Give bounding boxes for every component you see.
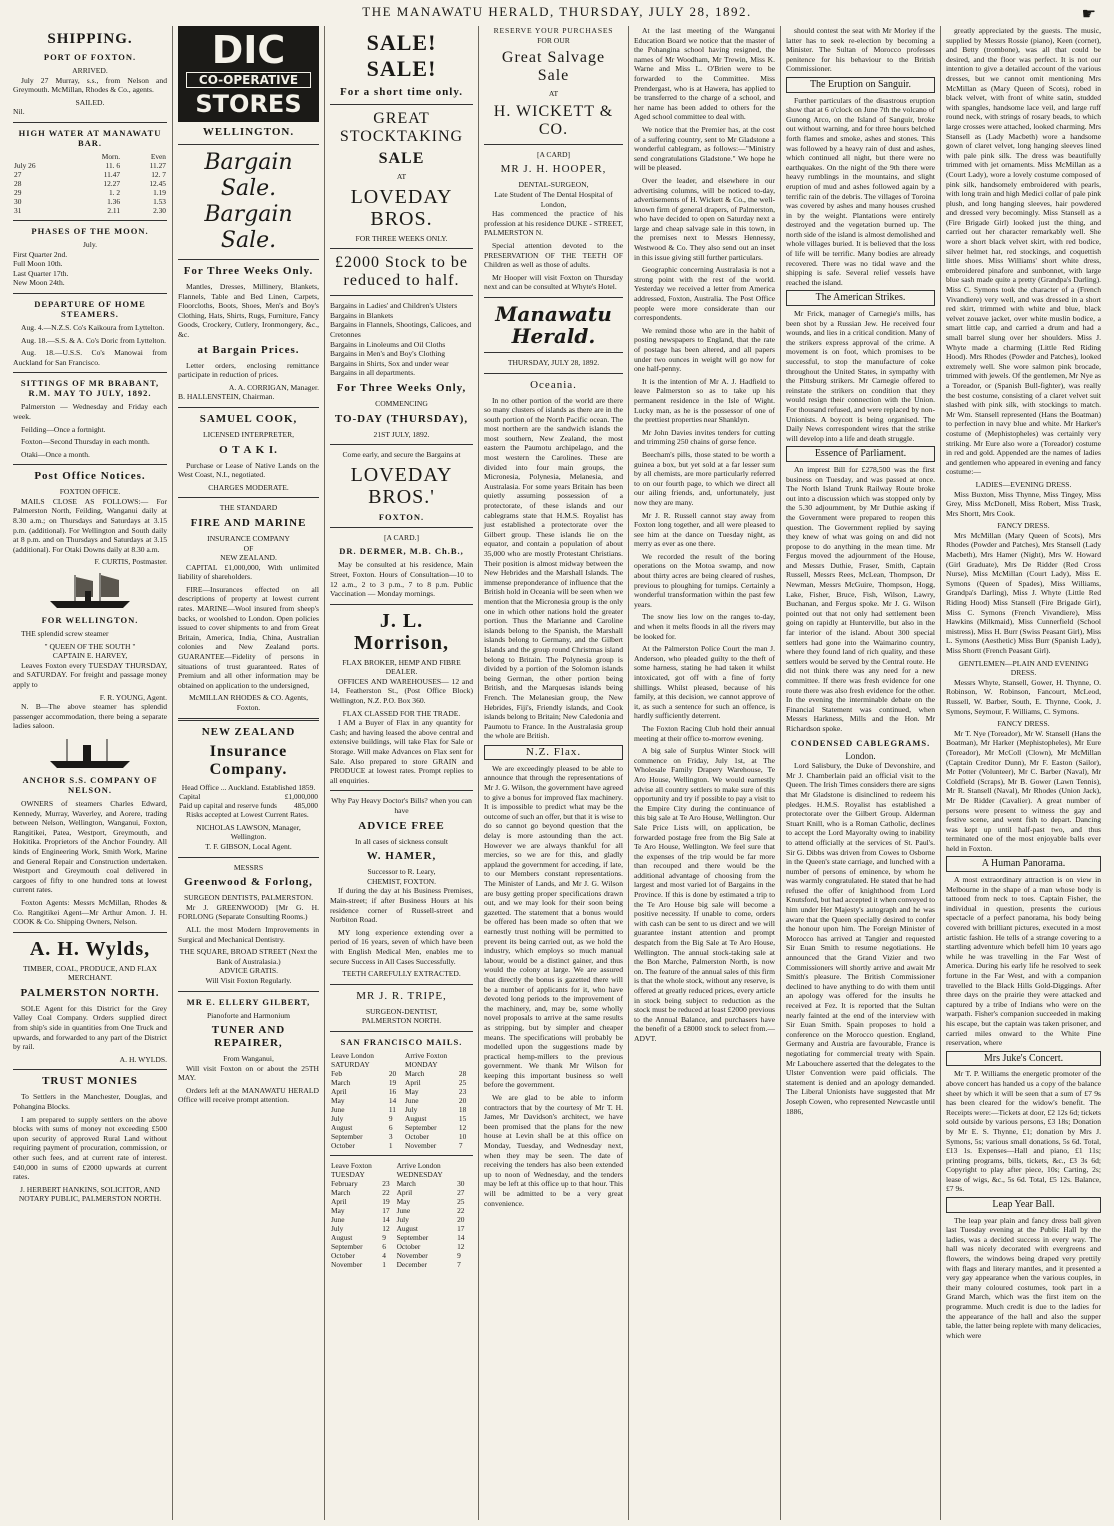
sittings-heading: SITTINGS OF MR BRABANT, R.M. MAY TO JULY, 1892. <box>20 378 160 399</box>
paragraph: We notice that the Premier has, at the cost of a suffering country, sent to Mr Gladstone a wonderful cablegram, as follows:—"Ministry send congratulations Gladstone." We hope he will be pleased. <box>634 124 775 173</box>
paragraph: The snow lies low on the ranges to-day, and when it melts floods in all the rivers may be looked for. <box>634 612 775 641</box>
panorama-heading: A Human Panorama. <box>946 856 1101 872</box>
sailed-label: SAILED. <box>75 97 105 107</box>
sittings-item: Palmerston — Wednesday and Friday each week. <box>13 402 167 421</box>
morrison: J. L. Morrison, <box>353 609 450 654</box>
at: AT <box>396 172 407 181</box>
visit: Will Visit Foxton Regularly. <box>205 975 292 985</box>
hooper-visit: Mr Hooper will visit Foxton on Thursday next and can be consulted at Whyte's Hotel. <box>484 272 623 292</box>
table-row: July 12 August 17 <box>331 1223 465 1233</box>
post-office-text: MAILS CLOSE AS FOLLOWS:— For Palmerston North, Feilding, Wanganui daily at 8.30 a.m.; on Thursdays and Saturdays at 3.15 p.m. (additional). For Wellington and South daily at 8 p.m. and on Thursdays and Saturdays at 3.15 (additional). For Otaki Downs daily at 8.30 a.m. <box>13 496 167 554</box>
list-item: Bargains in Linoleums and Oil Cloths <box>330 339 446 349</box>
table-row: 27 11.47 12. 7 <box>14 169 166 179</box>
surgeon-dentist: SURGEON-DENTIST, <box>365 1006 438 1016</box>
fire-marine: FIRE AND MARINE <box>190 516 307 529</box>
great-stocktaking: GREAT STOCKTAKING <box>339 110 464 145</box>
new-zealand: NEW ZEALAND. <box>220 553 277 563</box>
concert-heading: Mrs Juke's Concert. <box>946 1051 1101 1067</box>
flax-broker: FLAX BROKER, HEMP AND FIBRE DEALER. <box>342 657 461 677</box>
my-experience: MY long experience extending over a period of 16 years, seven of which have been with English Medical Men, enables me to secure Success in All Cases Successfully. <box>330 927 473 966</box>
leap-year-body: The leap year plain and fancy dress ball given last Tuesday evening at the Public Hall by the ladies, was a decided success in every way. The hall was nicely decorated with evergreens and flowers, the windows being draped very prettily with flags and literary mantles, and it presented a very gay appearance when the various couples, in their many coloured costumes, took part in a Grand March, which was the first item on the programme. Much credit is due to the ladies for the appearance of the hall and also the supper table, the latter being replete with many delicacies, which were <box>946 1215 1101 1340</box>
trust-body: I am prepared to supply settlers on the above blocks with sums of money not exceeding £500 upon security of approved Rural Land without requiring payment of procuration, commission, or other such fees, and at current rate of interest. £40,000 in sums of £2000 upwards at current rates. <box>13 1114 167 1182</box>
insurance-co: INSURANCE COMPANY <box>207 533 290 543</box>
pn-body: SOLE Agent for this District for the Grey Valley Coal Company. Orders supplied direct from ship's side in quantities from One Truck and upwards, and forwarded to any part of the District by rail. <box>13 1003 167 1052</box>
post-office-signature: F. CURTIS, Postmaster. <box>94 557 167 567</box>
fancy-2-heading: FANCY DRESS. <box>997 719 1050 729</box>
card: [A CARD.] <box>383 532 420 542</box>
departure-item: Aug. 18.—S.S. & A. Co's Doric from Lyttelton. <box>21 335 167 345</box>
for-our: FOR OUR <box>537 35 570 45</box>
high-water-table <box>13 152 167 215</box>
london-heading: London. <box>845 750 876 761</box>
concert-body: Mr T. P. Williams the energetic promoter of the above concert has handed us a copy of the balance sheet by which it will be seen that a sum of £7 9s has been cleared for the widow's benefit. The Receipts were:—Tickets at door, £2 12s 6d; tickets sold outside by various persons, £3 18s; Donation by Mr E. S. Thynne, £1; donation by Mrs J. Symons, 5s; various small donations, 5s 6d. Total, £13 1s. Expenses—Hall and piano, £1 11s; printing programs, bills, tickets, &c., £3 3s 6d; Copyright to play after piece, 10s; Carting, 2s; lease of wigs, &c., 5s 6d. Total, £5 12s. Balance, £7 9s. <box>946 1069 1101 1194</box>
table-row: 30 1.36 1.53 <box>14 196 166 206</box>
table-row: February 23 March 30 <box>331 1178 465 1188</box>
hamer-body: If during the day at his Business Premises, Main-street; if after Business Hours at his residence corner of Russell-street and Norbiton Road. <box>330 886 473 925</box>
hamer: W. HAMER, <box>366 850 437 863</box>
three-weeks-only: For Three Weeks Only, <box>336 381 467 394</box>
departure-heading: DEPARTURE OF HOME STEAMERS. <box>34 298 146 319</box>
sanguir-body: Further particulars of the disastrous eruption show that at 6 o'clock on June 7th the volcano of Gunong Arco, on the Island of Sanguir, broke out without warning, and for three hours belched forth flames and smoke, ashes and stones. This was followed by a heavy rain of dust and ashes, which continued all night, but there were no earthquakes. On the night of the 9th there were heavy rumblings in the mountains, and slight eruption of mud and ashes followed again by a terrific rain of the debris. The villages of Toroina was covered by ashes and many houses crushed in by the weight. Plantations were entirely destroyed and the vegetation burned up. The north side of the island is almost demolished and whole villages buried. It is believed that the loss of life will be terrific. Many bodies are already recovered. There was no tidal wave and the shipping is safe. Several relief vessels have reached the island. <box>786 95 935 287</box>
bargain-prices: at Bargain Prices. <box>197 343 300 356</box>
dermer: DR. DERMER, M.B. Ch.B., <box>339 546 464 557</box>
mcmillan-agents: McMILLAN RHODES & CO. Agents, Foxton. <box>189 693 308 712</box>
cablegrams-body: Lord Salisbury, the Duke of Devonshire, and Mr J. Chamberlain paid an official visit to the Queen. The Irish Times considers there are signs that Mr Gladstone is disinclined to redeem his pledges. H.M.S. Royalist has established a protectorate over the Gilbert Group. Alderman Stuart Knill, who is a Roman Catholic, declines to accept the Lord Mayoralty owing to inability to attend officially at the services of St. Paul's. Sir G. Dibbs was driven from Cowes to Osborne in the Queen's state carriage, and lunched with a number of persons of eminence, by whom he was warmly congratulated. He stated that he had refused the offer of knighthood from Lord Knutsford, but had accepted it when conveyed to him under Her Majesty's autograph and he was aware that the Queen specially desired to confer the honour upon him. The Foreign Minister of Morocco has arrived at Tangier and requested Sir Euan Smith to resume negotiations. He announced that the Grand Vizier and two Commissioners will shortly arrive and await Mr Smith's pleasure. The British Commissioner declined to have anything to do with them until an apology was offered for the insults he received at Fez. It is reported that the Sultan nearly fainted at the end of the interview with Sir Euan Smith. Spain proposes to hold a conference on the Morocco question. England, Germany and Austria are favourable, France is negotiating for commercial treaty with Spain. Mr Labouchere asserted that the delegates to the Ulster Convention were paid officials. The statement is denied and an apology demanded. The Liberal Unionists have suggested that Mr Joseph Cowen, who represented Newcastle until 1886, <box>786 761 935 1116</box>
bargain-sale-2: Bargain Sale. <box>204 202 293 253</box>
qs-nb: N. B—The above steamer has splendid passenger accommodation, there being a separate ladies saloon. <box>13 702 167 731</box>
herald-date: THURSDAY, JULY 28, 1892. <box>507 357 600 367</box>
oceania-heading: Oceania. <box>530 378 577 391</box>
hw-col-even: Even <box>150 151 166 161</box>
strikes-body: Mr Frick, manager of Carnegie's mills, has been shot by a Russian Jew. He received four wounds, and lies in a critical condition. Many of the strikers express approval of the crime. A movement is on foot, which promises to be successful, to stop the manufacture of coke throughout the United States, in sympathy with the Pittsburg strikers. Mr Carnegie offered to reinstate the strikers on condition that they would resign their connection with the Union. For thousand refused, and were replaced by non-Unionists. A boycott is being organised. The Daily News correspondent wires that the strike will develop into a life and death struggle. <box>786 309 935 443</box>
levin-plans: We are glad to be able to inform contractors that by the courtesy of Mr T. H. James, Mr Davidson's architect, we have been promised that the plans for the new house at Levin shall be at this office on Monday, Tuesday, and Wednesday next, when they may be seen. The date of receiving the tenders has also been extended up to noon of Wednesday, and the tenders may be left at this office up to that hour. This will be admitted to be a very great convenience. <box>484 1093 623 1208</box>
masthead: THE MANAWATU HERALD, THURSDAY, JULY 28, 1892. <box>362 4 752 19</box>
table-row: 28 12.27 12.45 <box>14 178 166 188</box>
gf-sub: SURGEON DENTISTS, PALMERSTON. <box>183 893 314 903</box>
moon-line: Last Quarter 17th. <box>13 268 69 278</box>
moon-line: July. <box>82 239 98 249</box>
letter-orders: Letter orders, enclosing remittance participate in reduction of prices. <box>178 360 319 380</box>
parliament-body: An imprest Bill for £278,500 was the first business on Tuesday, and was passed at once. The North Island Trunk Railway Route broke out into a discussion which was stopped only by the 5.30 adjournment, by Mr Duthie asking if the Government were prepared to reopen this question. The Government replied by saying they knew of what was going on and did not propose to do anything in the mean time. Mr Fergus moved the adjournment of the House, and Messrs Duthie, Fraser, Smith, Captain Russell, Messrs Rees, McLean, Thompson, Dr Newman, Messrs McGuire, Thompson, Hogg, Lake, Fisher, Bruce, Fish, Wilson, Lawry, Buchanan, and Fergus spoke. Mr J. G. Wilson pointed out that not only had settlement been going on rapidly at Hunterville, but also in the far interior of the island. About 300 special settlers had gone into the Waimarino country, where they found land of rich quality, and these settlers would be served by the Central route. He did not think there was any need for a new committee. If there was fresh evidence for one route there was also fresh evidence for the other. In the evening the interminable debate on the Financial Statement was continued, when Messrs Harkness, Mills and the Hon. Mr Richardson spoke. <box>786 464 935 733</box>
column-3 <box>324 26 478 1520</box>
otaki: O T A K I. <box>219 443 278 456</box>
sittings-item: Feilding—Once a fortnight. <box>21 424 106 434</box>
commenced: Has commenced the practice of his profession at his residence DUKE - STREET, PALMERSTON N. <box>484 209 623 238</box>
table-row: September 6 October 12 <box>331 1241 465 1251</box>
consult: In all cases of sickness consult <box>354 836 448 846</box>
of: OF <box>243 543 254 553</box>
list-item: Bargains in Shirts, Sox and under wear <box>330 358 449 368</box>
fire-body: FIRE—Insurances effected on all descriptions of property at lowest current rates. MARINE—Wool insured from sheep's backs, or woolshed to London. Open policies issued to cover shipments to and from Great Britain, America, India, China, Australian colonies and New Zealand ports. GUARANTEE—Fidelity of persons in situations of trust guaranteed. Rates of Premium and all other information may be obtained on application to the undersigned, <box>178 584 319 690</box>
arrived-text: July 27 Murray, s.s., from Nelson and Greymouth. McMillan, Rhodes & Co., agents. <box>13 75 167 95</box>
goods: Mantles, Dresses, Millinery, Blankets, Flannels, Table and Bed Linen, Carpets, Floorcloths, Boots, Shoes, Men's and Boy's Clothing, Hats, Shirts, Rugs, Furniture, Fancy Goods, Crockery, Cutlery, Ironmongery, &c., &c. <box>178 282 319 339</box>
piano: Pianoforte and Harmonium <box>206 1010 291 1020</box>
great-salvage-sale: Great Salvage Sale <box>501 49 606 85</box>
advice-free: ADVICE FREE <box>358 819 445 832</box>
qs-text: THE splendid screw steamer <box>21 629 109 639</box>
sf-mails-table-2: Leave Foxton TUESDAY Arrive London WEDNESDAY February 23 March 30 March 22 April 27 April 19 May 25 May 17 June 22 June 14 July 20 July 12 August 17 August 9 September 14 September 6 October 12 October 4 November 9 November 1 December 7 <box>330 1161 473 1269</box>
anchor-agents: Foxton Agents: Messrs McMillan, Rhodes & Co. Rangitikei Agent—Mr Arthur Amon. J. H. COOK & Co. Shipping Owners, Nelson. <box>13 897 167 927</box>
table-row: June 14 July 20 <box>331 1214 465 1224</box>
table-row: October 1 November 7 <box>331 1140 463 1150</box>
gibson: T. F. GIBSON, Local Agent. <box>205 841 292 851</box>
panorama-body: A most extraordinary attraction is on view in Melbourne in the shape of a man whose body is tattooed from neck to toes. Captain Fisher, the individual in question, presents the curious spectacle of a perfect panorama, his body being covered with brilliant pictures, executed in a most artistic fashion. He tells of a strange covering to a startling adventure which befell him 10 years ago while he was travelling in the Far West of America. During his early life he resolved to seek fortune in the Far West, and with a companion travelled to the Black Hills Gold-Diggings. After three days on the prairie they were attacked and captured by a tribe of Indians who were on the warpath. Fisher's companion succeeded in making his escape, but the captain was taken prisoner, and carried miles onward to the White Pine reservation, where <box>946 875 1101 1048</box>
column-2 <box>172 26 324 1520</box>
sale-heading: SALE! SALE! <box>366 30 437 81</box>
loveday-bros-2: LOVEDAY BROS.' <box>350 463 453 508</box>
qs-body: Leaves Foxton every TUESDAY THURSDAY, and SATURDAY. For freight and passage money apply to <box>13 660 167 689</box>
strikes-heading: The American Strikes. <box>786 290 935 306</box>
list-item: Bargains in Blankets <box>330 310 394 320</box>
table-row: April 16 May 23 <box>331 1086 467 1096</box>
table-row: July 26 11. 6 11.27 <box>14 160 166 170</box>
hw-col-morn: Morn. <box>101 151 121 161</box>
flax-body: I AM a Buyer of Flax in any quantity for Cash; and having leased the above central and extensive buildings, will take Flax for Sale or Storage. Will make Advances on Flax sent for Sale. Also prepared to store GRAIN and PRODUCE at lowest rates. Prompt replies to all enquiries. <box>330 718 473 785</box>
at-label: AT <box>548 89 559 99</box>
hallenstein: B. HALLENSTEIN, Chairman. <box>178 392 275 402</box>
tuner: TUNER AND REPAIRER, <box>211 1024 286 1050</box>
leap-year-heading: Leap Year Ball. <box>946 1197 1101 1213</box>
nz-flax-heading: N.Z. Flax. <box>484 745 623 760</box>
charges: CHARGES MODERATE. <box>208 482 289 492</box>
steamer-icon <box>45 735 135 771</box>
paragraph: At the Palmerston Police Court the man J. Anderson, who pleaded guilty to the theft of some harness, stating he had taken it whilst intoxicated, got off with a fine of forty shillings. Whilst pleased, because of his family, at this decision, we cannot approve of it, as such a sentence for such an offence, is hardly sufficiently deterrent. <box>634 644 775 721</box>
come-early: Come early, and secure the Bargains at <box>342 450 461 460</box>
gf-body: ALL the most Modern Improvements in Surgical and Mechanical Dentistry. <box>178 924 319 944</box>
post-office-sub: FOXTON OFFICE. <box>59 487 121 497</box>
successor: Successor to R. Leary, <box>367 867 436 877</box>
wylds-heading: A. H. Wylds, <box>29 937 151 960</box>
paragraph: should contest the seat with Mr Morley if the latter has to seek re-election by becoming a Minister. The Sultan of Morocco professes penitence for his behaviour to the British Commissioner. <box>786 26 935 74</box>
sanguir-heading: The Eruption on Sanguir. <box>786 77 935 93</box>
today: TO-DAY (THURSDAY), <box>334 412 469 425</box>
parliament-heading: Essence of Parliament. <box>786 446 935 462</box>
gentlemen-heading: GENTLEMEN—PLAIN AND EVENING DRESS. <box>958 658 1089 678</box>
table-row: August 6 September 12 <box>331 1122 467 1132</box>
corrigan: A. A. CORRIGAN, Manager. <box>228 382 319 392</box>
gilbert: MR E. ELLERY GILBERT, <box>186 996 311 1007</box>
table-row: June 11 July 18 <box>331 1104 467 1114</box>
card-label: [A CARD] <box>536 149 571 159</box>
lawson: NICHOLAS LAWSON, Manager, Wellington. <box>196 822 301 842</box>
table-row: 31 2.11 2.30 <box>14 205 166 215</box>
foxton: FOXTON. <box>378 511 425 522</box>
sf-mails-table-1: Leave London SATURDAY Arrive Foxton MONDAY Feb 20 March 28 March 19 April 25 April 16 May 23 May 14 June 20 June 11 July 18 July 9 August 15 August 6 September 12 September 3 October 10 October 1 November 7 <box>330 1051 473 1150</box>
table-row: July 9 August 15 <box>331 1113 467 1123</box>
gf-names: Mr J. GREENWOOD) [Mr G. H. FORLONG (Separate Consulting Rooms.) <box>178 902 319 922</box>
table-row: March 19 April 25 <box>331 1077 467 1087</box>
nz-insurance-1: NEW ZEALAND <box>201 725 296 738</box>
table-row: November 1 December 7 <box>331 1259 461 1269</box>
sailing-ship-icon <box>45 571 135 611</box>
head-office: Head Office ... Auckland. Established 1859. <box>181 782 316 792</box>
sale-2: SALE <box>378 150 425 167</box>
high-water-heading: HIGH WATER AT MANAWATU BAR. <box>18 127 162 148</box>
departure-item: Aug. 4.—N.Z.S. Co's Kaikoura from Lyttelton. <box>21 322 165 332</box>
table-row: Feb 20 March 28 <box>331 1068 467 1078</box>
fancy-list: Mrs McMillan (Mary Queen of Scots), Mrs Rhodes (Powder and Patches), Mrs Stansell (Lady Macbeth), Mrs Hamer (Night), Mrs W. Howard (Girl Graduate), Mrs De Ridder (Red Cross Nurse), Miss McMillan (Court Lady), Miss E. Symons (Queen of Spades), Miss Williams, Grandpa's Darling), Miss J. Whyte (Little Red Riding Hood) Miss Stansell (Fire Brigade Girl), Miss C. Symons (French Vivandiere), Miss Hawkins (Milkmaid), Miss Cunnerfield (School mistress), Miss H. Burr (Swiss Peasant Girl), Miss L. Symons (Aesthetic) Miss Burr (Spanish Lady), Miss Shortt (French Peasant Girl). <box>946 530 1101 655</box>
paragraph: Mr J. R. Russell cannot stay away from Foxton long together, and all were pleased to see him at the dance on Tuesday night, as merry as ever as one there. <box>634 510 775 549</box>
risks: Risks accepted at Lowest Current Rates. <box>186 810 309 820</box>
fancy-2-list: Mr T. Nye (Toreador), Mr W. Stansell (Hans the Boatman), Mr Harker (Mephistopheles), Mr Eure (Toreador), Mr McColl (Clown), Mr McMillan (Captain Creditor Dunn), Mr F. Easton (Sailor), Mr Potter (Volunteer), Mr C. Barber (Naval), Mr Coldfield (Scraps), Mr B. Gower (Lawn Tennis), Mr R. Stansell (Naval), Mr Rhodes (Union Jack), Mr De Ridder (Cavalier). A great number of persons were present to witness the gay and festive scene, and went fish to depart. Dancing was kept up until half-past two, and thus terminated one of the most enjoyable balls ever held in Foxton. <box>946 728 1101 853</box>
qs-captain: CAPTAIN E. HARVEY, <box>52 651 128 661</box>
advice-gratis: ADVICE GRATIS. <box>218 966 279 976</box>
departure-item: Aug. 18.—U.S.S. Co's Manowai from Auckland for San Francisco. <box>13 348 167 367</box>
anchor-heading: ANCHOR S.S. COMPANY OF NELSON. <box>22 774 158 795</box>
square: THE SQUARE, BROAD STREET (Next the Bank of Australasia.) <box>179 947 318 966</box>
column-6 <box>780 26 940 1520</box>
paragraph: Geographic concerning Australasia is not a strong point with the rest of the world. Yesterday we received a letter from America addressed, Foxton, Australia. The Post Office people were more considerate than our correspondents. <box>634 265 775 323</box>
qs-agent: F. R. YOUNG, Agent. <box>99 692 167 702</box>
paragraph: We remind those who are in the habit of posting newspapers to England, that the rate of postage has been altered, and all papers under two ounces in weight will go now for one half-penny. <box>634 325 775 374</box>
for-wellington-heading: FOR WELLINGTON. <box>41 615 139 626</box>
ladies-list: Miss Buxton, Miss Thynne, Miss Tingey, Miss Grey, Miss McDonell, Miss Robert, Miss Trask, Mrs Shortt, Mrs Cook. <box>946 489 1101 518</box>
cablegrams-heading: CONDENSED CABLEGRAMS. <box>790 737 931 748</box>
columns <box>8 26 1106 1520</box>
why-pay: Why Pay Heavy Doctor's Bills? when you can have <box>331 796 472 815</box>
table-row: March 22 April 27 <box>331 1187 465 1197</box>
table-row: May 17 June 22 <box>331 1205 465 1215</box>
cook-heading: SAMUEL COOK, <box>199 412 298 425</box>
dental-surgeon: DENTAL-SURGEON, <box>518 180 589 190</box>
shipping-heading: SHIPPING. <box>47 31 133 47</box>
hankins: J. HERBERT HANKINS, SOLICITOR, AND NOTARY PUBLIC, PALMERSTON NORTH. <box>18 1184 162 1204</box>
herald-nameplate: Manawatu Herald. <box>495 301 612 348</box>
bargains-list <box>330 301 473 378</box>
moon-line: Full Moon 10th. <box>13 259 63 269</box>
trust-heading: TRUST MONIES <box>42 1075 138 1088</box>
bargain-sale-1: Bargain Sale. <box>204 150 293 201</box>
will-visit: Will visit Foxton on or about the 25TH MAY. <box>178 1063 319 1083</box>
port-heading: PORT OF FOXTON. <box>43 52 137 62</box>
gentlemen-list: Messrs Whyte, Stansell, Gower, H. Thynne, O. Robinson, W. Robinson, Fancourt, McLeod, Russell, W. Barber, South, E. Thynne, Cook, J. Symons, Seymour, F. Williams, C. Symons. <box>946 677 1101 716</box>
paragraph: Over the leader, and elsewhere in our advertising columns, will be noticed to-day, advertisements of H. Wickett & Co., the well-known firm of general drapers, of Palmerston, who have decided to open on Saturday next a large and cheap salvage sale in this town, in the premises next to Messrs Hennessy, Westwood & Co. They also send out an inset in this issue giving still further particulars. <box>634 175 775 262</box>
moon-line: First Quarter 2nd. <box>13 249 68 259</box>
column-1 <box>8 26 172 1520</box>
paragraph: Beecham's pills, those stated to be worth a guinea a box, but yet sold at a far lesser sum by all chemists, are more particularly referred to on our fourth page, to which we direct all our ailing friends, and, unfortunately, just now they are many. <box>634 449 775 507</box>
sittings-item: Foxton—Second Thursday in each month. <box>21 437 150 447</box>
short-time: For a short time only. <box>340 86 463 98</box>
column-4 <box>478 26 628 1520</box>
arrived-label: ARRIVED. <box>72 66 108 75</box>
reserve-purchases: RESERVE YOUR PURCHASES <box>493 26 614 35</box>
standard: THE STANDARD <box>219 503 278 513</box>
qs-name: " QUEEN OF THE SOUTH " <box>44 641 136 651</box>
dermer-body: May be consulted at his residence, Main Street, Foxton. Hours of Consultation—10 to 12 a.m., 2 to 3 p.m., 7 to 8 p.m. Public Vaccination — Monday mornings. <box>330 560 473 599</box>
sittings-item: Otaki—Once a month. <box>21 449 90 459</box>
moon-heading: PHASES OF THE MOON. <box>31 225 149 236</box>
paragraph: A big sale of Surplus Winter Stock will commence on Friday, July 1st, at The Wholesale Family Drapery Warehouse, Te Aro House, Wellington. We would earnestly advise all country settlers to make sure of this opportunity and try if possible to pay a visit to the Empire City during the continuance of this big sale at Te Aro House, Wellington. Our Sale Price Lists will, on application, be forwarded postage free from the Big Sale at Te Aro House, Wellington. We feel sure that the expenses of the trip would be far more than recouped and there would be the additional advantage of choosing from the largest and most varied lot of Bargains in the Province. If this is done by estimated a trip to the Te Aro House big sale will become a positive necessity. If unable to come, orders with cash can be sent to us direct and we will guarantee instant attention and prompt despatch from the Big Sale at Te Aro House, Wellington. The annual stock-taking sale at the Bon Marche, Palmerston North, is now on. The feature of the annual sales of this firm is that the whole stock, without any reserve, is offered at greatly reduced prices, every article in stock being subject to reduction as the stock must be reduced at least £2000 previous to the Annual Balance, and purchasers have the benefit of a £8000 stock to select from.—ADVT. <box>634 746 775 1043</box>
loveday-bros: LOVEDAY BROS. <box>350 185 453 230</box>
messrs: MESSRS <box>233 862 264 872</box>
three-weeks: For Three Weeks Only. <box>183 265 314 277</box>
table-row: April 19 May 25 <box>331 1196 465 1206</box>
ladies-heading: LADIES—EVENING DRESS. <box>975 479 1072 489</box>
wylds-sub: TIMBER, COAL, PRODUCE, AND FLAX MERCHANT. <box>23 963 157 983</box>
post-office-heading: Post Office Notices. <box>34 470 146 483</box>
oceania-body: In no other portion of the world are there so many clusters of islands as there are in the south portion of the North Pacific ocean. The most northern are the sandwich islands the most southern, New Zealand, the most eastern the Paumotu archipelago, and the most western the Carolines. These are divided into four main groups, the Micronesia, Polynesia, Melanesia, and Australasia. For some years Britain has been quietly assuming possession of a protectorate, of these islands and our cablegrams state that H.M.S. Royalist has just established a protectorate over the Gilbert group. These islands lie on the equator, and contain a population of about 35,000 who are mostly Protestant Christians. Their position is almost midway between the New Hebrides and the Marshall Islands. The immense preponderance of influence that the British hold in Oceania will be seen when we mention that the Micronesia group is the only one in which other nations hold the greater portion. Thus the Marianne and Caroline islands belong to the Spanish, the Marshall islands belong to Germany, and the Gilbert Islands and the group round Christmas island belong to Britain. The Polynesia group is divided by a portion of the Solomon islands being German, the other portion being British, and the Marquesas islands being French. The Melanesian group, the New Hebrides, Fiji's, Friendly islands, and Cook islands belong to Britain; New Caledonia and Paumotu to France. In the Australasia group the whole are British. <box>484 395 623 741</box>
table-row: 29 1. 2 1.19 <box>14 187 166 197</box>
pointing-hand-icon: ☛ <box>1081 6 1096 23</box>
for-three-weeks: FOR THREE WEEKS ONLY. <box>355 233 448 243</box>
late-student: Late Student of The Dental Hospital of London, <box>494 189 613 209</box>
list-item: Bargains in Men's and Boy's Clothing <box>330 349 446 359</box>
column-5 <box>628 26 780 1520</box>
ball-continued: greatly appreciated by the guests. The music, supplied by Messrs Rossie (piano), Keen (cornet), and Betty (trombone), was all that could be desired, and the floor was perfect. It is not our intention to give a detailed account of the various dresses, but we cannot omit mentioning Mrs McMillan as (Mary Queen of Scots), robed in black velvet, with front of white satin, studded with spangles, handsome lace veil, and large ruff round neck, with strings of rosary beads, to which large crosses were attached, looked charming. Mrs Stansell as (Lady Macbeth) wore a handsome gown of claret velvet, long hanging sleeves lined with pale pink silk. The dress was beautifully trimmed with jet ornaments. Miss McMillan as a (Court Lady), wore a lovely costume composed of pink silk, handsomely embroidered with pearls, with long train and high Medici collar of pale pink plush, and long hanging sleeves, hair powdered and dressed very becomingly. Miss Stansell as a (Fire Brigade Girl) looked just the thing, and carried out her character remarkably well. She wore a short black velvet skirt, with red bodice, silver helmet hat, red stockings, and coquettish little shoes. Miss Williams' short white dress, embroidered pinafore and sunbonnet, with large blue sash made quite a pretty (Grandpa's Darling). Miss C. Symons took the character of a (French Vivandiere) very well, and was dressed in a short red skirt, trimmed with white and blue, black velvet zouave jacket, over white muslin bodice, a smart little cap, and carried a drum and had a small barrel slung over her shoulders. Miss J. Whyte made a charming (Little Red Riding Hood). Mrs Rhodes (Powder and Patches), looked extremely well. She wore salmon pink brocade, trimmed with jewels. Of the gentlemen, Mr Nye as a Toreador, or (Spanish Bull-fighter), was really the best costume, consisting of a claret velvet suit slashed with pink silk, with stockings to match. Mr Wm. Stansell represented (Hans the Boatman) to perfection in navy blue and white. Mr Harker's costume of (Mephistopheles) was certainly very striking. Mr Eure also wore a (Toreador) costume in red and gold. Appended are the names of ladies and gentlemen who appeared in evening and fancy costume:— <box>946 26 1101 477</box>
hooper: MR J. H. HOOPER, <box>500 163 607 176</box>
teeth: TEETH CAREFULLY EXTRACTED. <box>342 969 461 979</box>
list-item: Bargains in Ladies' and Children's Ulsters <box>330 301 458 311</box>
list-item: Bargains in Flannels, Shootings, Calicoes, and Cretonnes <box>330 320 472 339</box>
cook-sub: LICENSED INTERPRETER, <box>202 429 295 439</box>
palmerston-north: PALMERSTON NORTH. <box>361 1016 442 1026</box>
column-7 <box>940 26 1106 1520</box>
nz-flax-body: We are exceedingly pleased to be able to announce that through the representations of Mr J. G. Wilson, the government have agreed to give a bonus for improved flax machinery. It is impossible to predict what may be the outcome of such an offer, but that it is wise to do so cannot go beyond question that the delay is more astounding than the act. However we are always thankful for all mercies, so we are for this, and gladly applaud the government for acceding, if late, to our Members constant representations. The Minister of Lands, and Mr J. G. Wilson are busy getting proper specifications drawn out, and we may look for their soon being gazetted. The statement that a bonus would be offered has been made so often that we earnestly trust nothing will be permitted to prevent its being carried out, as we hold the industry, which employs so much manual labour, would be a distinct gainer, and thus would the colony at large. We are assured that directly the bonus is gazetted there will be a number of applicants for it, who have devoted long periods to the improvement of the machinery, and, may be, some wholly novel proposals to arrive at the same results as stripping, but by simpler and cheaper means. The specifications will probably be modelled upon the suggestions made by practical hemp-millers to the previous government. We thank Mr Wilson for keeping this important business so well before the government. <box>484 763 623 1090</box>
stock-reduced: £2000 Stock to be reduced to half. <box>335 254 468 290</box>
paragraph: We recorded the result of the boring operations on the Motoa swamp, and now about thirty acres are being cleared of rushes, previous to ploughing for turnips. Certainly a wonderful transformation within the past few years. <box>634 551 775 609</box>
capital-table: Capital £1,000,000 Paid up capital and reserve funds 485,000 <box>179 792 318 811</box>
paragraph: At the last meeting of the Wanganui Education Board we notice that the master of the Pohangina school having resigned, the names of Mr Woodham, Mr Trewin, Miss K. Warne and Miss L. O'Brien were to be forwarded to the Committee. Miss Prendergast, who is at Hawera, has applied to be transferred to the charge of a school, and her name has been added to others for the Aged school committee to deal with. <box>634 26 775 122</box>
flax-classed: FLAX CLASSED FOR THE TRADE. <box>342 708 461 718</box>
date: 21ST JULY, 1892. <box>373 429 430 439</box>
paragraph: The Foxton Racing Club hold their annual meeting at their office to-morrow evening. <box>634 723 775 743</box>
palmerston-north-heading: PALMERSTON NORTH. <box>20 986 160 999</box>
pn-signature: A. H. WYLDS. <box>119 1054 167 1064</box>
list-item: Bargains in all departments. <box>330 368 416 378</box>
anchor-body: OWNERS of steamers Charles Edward, Kennedy, Murray, Waverley, and Aorere, trading between Nelson, Wellington, Wanganui, Foxton, Rangitikei, Patea, Westport, Greymouth, and Hokitika. Proprietors of the Anchor Foundry. All kinds of Engineering Work, Smith Work, Marine and General Repair and Construction undertaken. Westport and Greymouth coal delivered in cargoes of fifty to one hundred tons at lowest current rates. <box>13 798 167 895</box>
table-row: September 3 October 10 <box>331 1131 467 1141</box>
moon-line: New Moon 24th. <box>13 278 65 288</box>
nz-insurance-2: Insurance Company. <box>209 742 288 778</box>
table-row: May 14 June 20 <box>331 1095 467 1105</box>
cook-body: Purchase or Lease of Native Lands on the West Coast, N.I., negotiated. <box>178 460 319 480</box>
offices: OFFICES AND WAREHOUSES— 12 and 14, Featherston St., (Post Office Block) Wellington, N.Z. P.O. Box 360. <box>330 676 473 706</box>
tripe: MR J. R. TRIPE, <box>356 989 447 1002</box>
from-wanganui: From Wanganui, <box>223 1054 274 1064</box>
paragraph: It is the intention of Mr A. J. Hadfield to leave Palmerston so as to take up his permanent residence in the Isle of Wight. Lucky man, as he is the possessor of one of the prettiest properties near Shanklyn. <box>634 376 775 425</box>
special-attention: Special attention devoted to the PRESERVATION OF THE TEETH OF Children as well as those of adults. <box>484 240 623 270</box>
capital: CAPITAL £1,000,000, With unlimited liability of shareholders. <box>178 562 319 582</box>
table-row: August 9 September 14 <box>331 1232 465 1242</box>
wellington: WELLINGTON. <box>202 126 295 138</box>
fancy-heading: FANCY DRESS. <box>997 521 1050 531</box>
sailed-nil: Nil. <box>13 107 25 117</box>
wickett: H. WICKETT & CO. <box>493 102 614 138</box>
commencing: COMMENCING <box>375 398 428 408</box>
greenwood-forlong: Greenwood & Forlong, <box>184 876 313 889</box>
table-row: October 4 November 9 <box>331 1250 461 1260</box>
chemist: CHEMIST, FOXTON. <box>366 876 437 886</box>
sf-mails-heading: SAN FRANCISCO MAILS. <box>340 1036 463 1047</box>
trust-sub: To Settlers in the Manchester, Douglas, and Pohangina Blocks. <box>13 1092 167 1112</box>
paragraph: Mr John Davies invites tenders for cutting and trimming 250 chains of gorse fence. <box>634 427 775 447</box>
dic-logo: DIC CO-OPERATIVE STORES <box>178 26 319 122</box>
orders-left: Orders left at the MANAWATU HERALD Office will receive prompt attention. <box>178 1085 319 1105</box>
